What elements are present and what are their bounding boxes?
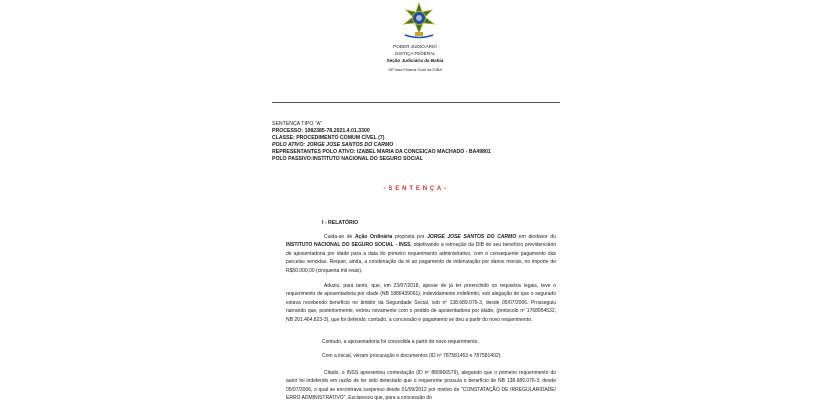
section-relatorio: I - RELATÓRIO xyxy=(322,220,359,226)
classe: CLASSE: PROCEDIMENTO COMUM CÍVEL (7) xyxy=(272,135,385,141)
header-vara: 15ª Vara Federal Cível da SJBA xyxy=(388,68,442,72)
sentenca-tipo: SENTENÇA TIPO "A" xyxy=(272,121,322,127)
polo-passivo: POLO PASSIVO:INSTITUTO NACIONAL DO SEGURO SOCIAL xyxy=(272,156,423,162)
header-poder-judiciario: PODER JUDICIÁRIO xyxy=(393,44,437,49)
paragraph-5: Citado, o INSS apresentou contestação (ID nº 880966579), alegando que o primeiro requerimento do autor foi indeferido em razão de ter sido detectado que o requerente possuía o benefício de NB 138.689.076-3, desde 05/07/2006, o qual se encontrava suspenso desde 01/09/2012 por motivo de "CONSTATAÇÃO DE IRREGULARIDADE/ ERRO ADMINISTRATIVO". Esclareceu que, para a concessão do xyxy=(286,370,556,402)
paragraph-2: Aduziu, para tanto, que, em 23/07/2018, apesar de já ter preenchido os requisitos legais, teve o requerimento de aposentadoria por idade (NB 1886439061), indevidamente indeferido, sob alegação de que o segurado estava recebendo benefício no âmbito da Seguridade Social, sob nº 138.689.076-3, desde 05/07/2006. Prosseguiu narrando que, posteriormente, entrou novamente com o pedido de aposentadoria por idade, (protocolo nº 1768954532, NB 201.464.823-3), que foi deferido, contudo, a concessão e pagamento se deu a partir do novo requerimento. xyxy=(286,283,556,323)
header-justica-federal: JUSTIÇA FEDERAL xyxy=(394,51,436,56)
processo-number: PROCESSO: 1082385-78.2021.4.01.3300 xyxy=(272,128,370,134)
paragraph-3: Contudo, a aposentadoria foi concedida a partir do novo requerimento. xyxy=(322,339,479,345)
polo-ativo: POLO ATIVO: JORGE JOSE SANTOS DO CARMO xyxy=(272,142,394,148)
paragraph-4: Com a inicial, vieram procuração e documentos (ID nº 787581453 e 787581492). xyxy=(322,353,502,359)
paragraph-1: Cuida-se de Ação Ordinária proposta por JORGE JOSE SANTOS DO CARMO em desfavor do INSTITUTO NACIONAL DO SEGURO SOCIAL - INSS, objetivando a retroação da DIB do seu benefício previdenciário de aposentadoria por idade para a data do primeiro requerimento administrativo, com o consequente pagamento das parcelas vencidas. Requer, ainda, a condenação da ré ao pagamento de indenização por danos morais, no importe de R$50.000,00 (cinquenta mil reais). xyxy=(286,234,557,274)
header-divider xyxy=(272,102,560,103)
coat-of-arms-icon xyxy=(402,2,436,40)
representantes-polo-ativo: REPRESENTANTES POLO ATIVO: IZABEL MARIA DA CONCEICAO MACHADO - BA49801 xyxy=(272,149,491,155)
sentenca-title: - S E N T E N Ç A - xyxy=(383,186,447,192)
header-secao-judiciaria: Seção Judiciária da Bahia xyxy=(386,58,444,63)
